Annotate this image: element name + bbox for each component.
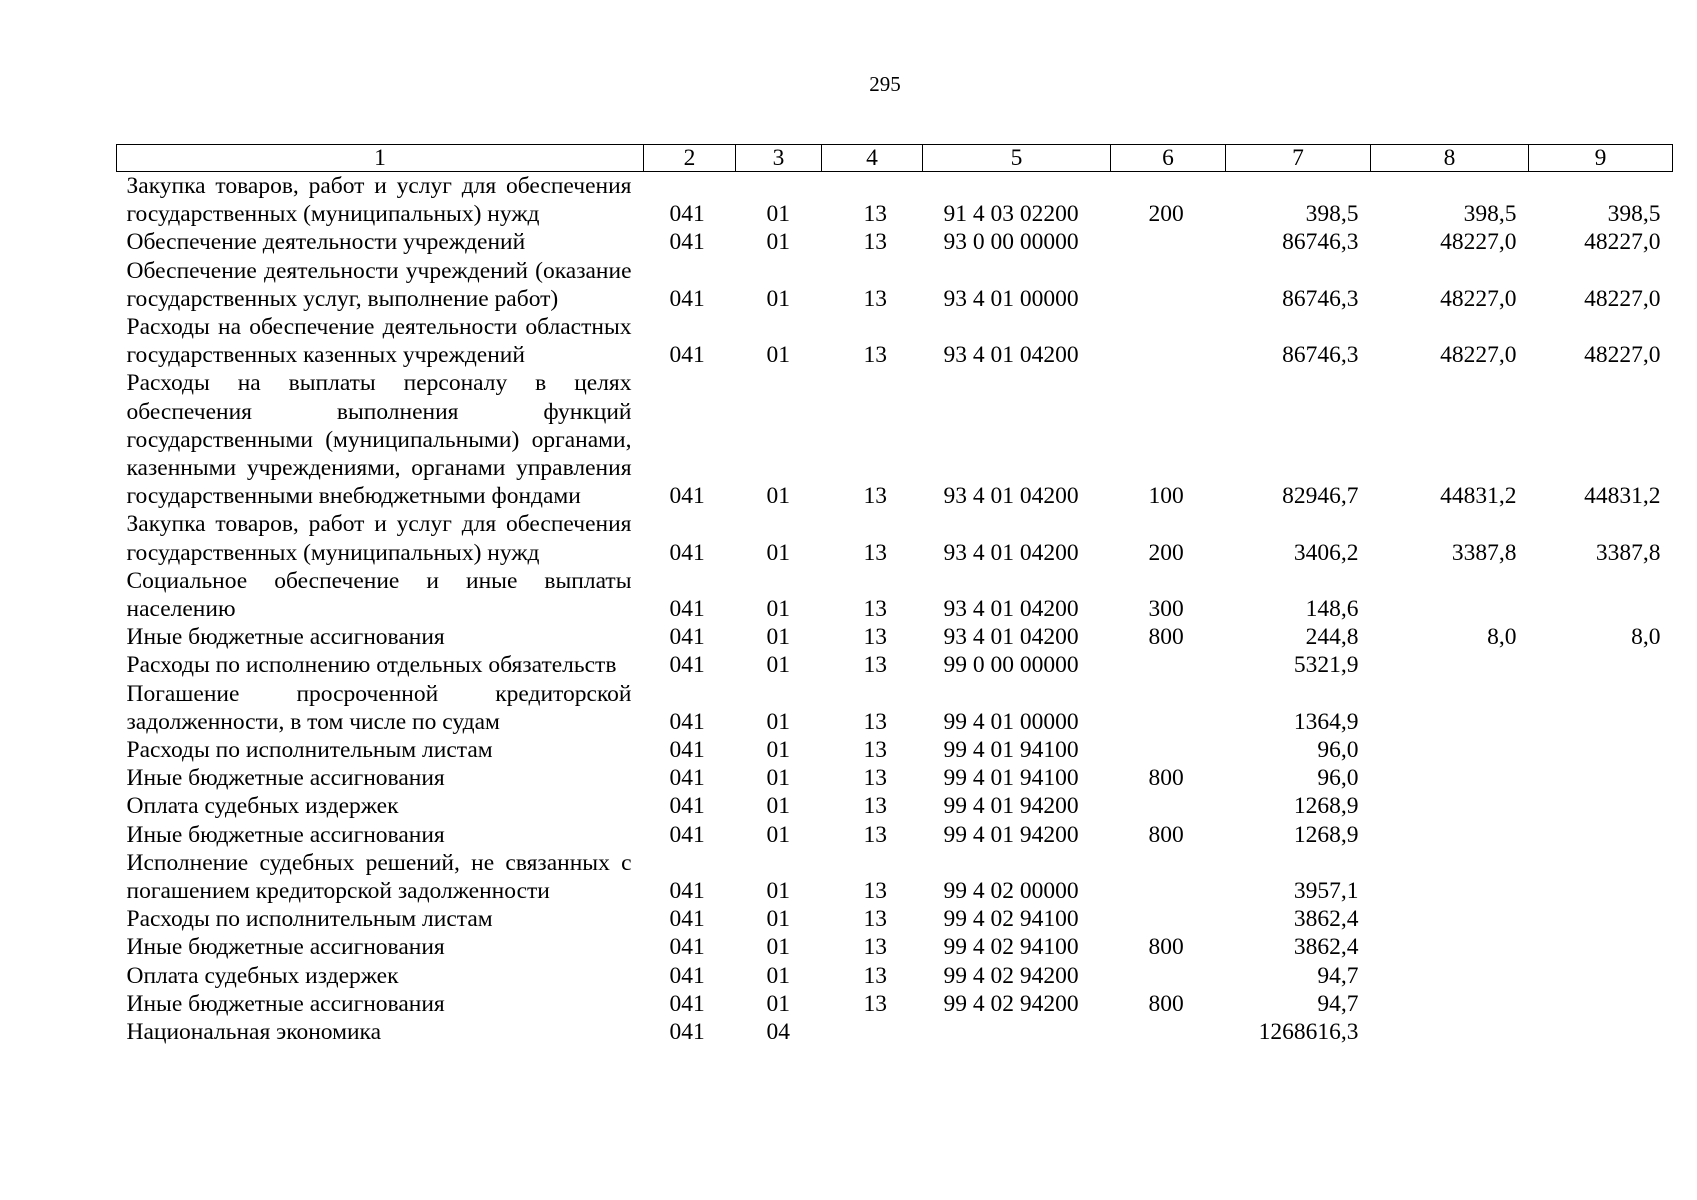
subsection-code: 13 [863, 934, 887, 961]
grbs-code: 041 [669, 285, 705, 312]
amount-col9 [1529, 736, 1673, 764]
target-article-code: 99 4 02 94200 [943, 990, 1079, 1017]
table-row [117, 990, 1673, 1018]
expense-type-code [1111, 228, 1226, 256]
table-row [117, 792, 1673, 820]
amount-col7: 86746,3 [1282, 342, 1359, 369]
target-article-code: 93 4 01 04200 [943, 342, 1079, 369]
column-header: 2 [644, 145, 736, 172]
amount-col7: 3957,1 [1293, 878, 1359, 905]
target-article-code: 99 4 01 94200 [943, 793, 1079, 820]
section-code: 01 [766, 342, 790, 369]
amount-col8 [1371, 849, 1529, 905]
target-article-code: 99 4 01 00000 [943, 708, 1079, 735]
target-article-code: 99 4 01 94100 [943, 737, 1079, 764]
section-code: 01 [766, 229, 790, 256]
table-row [117, 651, 1673, 679]
item-name: Иные бюджетные ассигнования [126, 624, 445, 651]
amount-col7: 3862,4 [1293, 906, 1359, 933]
item-name: Иные бюджетные ассигнования [126, 934, 445, 961]
subsection-code: 13 [863, 652, 887, 679]
grbs-code: 041 [669, 229, 705, 256]
amount-col7: 398,5 [1305, 201, 1359, 228]
grbs-code: 041 [669, 793, 705, 820]
subsection-code: 13 [863, 737, 887, 764]
target-article-code: 99 4 02 94100 [943, 934, 1079, 961]
target-article-code: 93 4 01 04200 [943, 624, 1079, 651]
table-row [117, 905, 1673, 933]
table-row [117, 313, 1673, 369]
amount-col9: 48227,0 [1584, 229, 1661, 256]
section-code: 01 [766, 596, 790, 623]
expense-type-code [1111, 257, 1226, 313]
expense-type-code [1111, 1018, 1226, 1046]
section-code: 01 [766, 285, 790, 312]
column-header: 9 [1529, 145, 1673, 172]
item-name: Оплата судебных издержек [126, 793, 399, 820]
expense-type-code: 800 [1148, 934, 1184, 961]
amount-col8 [1371, 821, 1529, 849]
table-row [117, 933, 1673, 961]
item-name: Расходы по исполнительным листам [126, 737, 493, 764]
amount-col7: 1268,9 [1293, 821, 1359, 848]
grbs-code: 041 [669, 962, 705, 989]
subsection-code: 13 [863, 285, 887, 312]
amount-col9 [1529, 764, 1673, 792]
grbs-code: 041 [669, 596, 705, 623]
section-code: 01 [766, 652, 790, 679]
expense-type-code [1111, 905, 1226, 933]
section-code: 01 [766, 990, 790, 1017]
item-name: Обеспечение деятельности учреждений (оказание государственных услуг, выполнение работ) [126, 257, 632, 312]
grbs-code: 041 [669, 821, 705, 848]
section-code: 01 [766, 962, 790, 989]
amount-col8: 48227,0 [1440, 285, 1517, 312]
amount-col9 [1529, 792, 1673, 820]
amount-col8: 8,0 [1487, 624, 1517, 651]
amount-col7: 86746,3 [1282, 285, 1359, 312]
table-row [117, 510, 1673, 566]
expense-type-code: 800 [1148, 821, 1184, 848]
amount-col7: 86746,3 [1282, 229, 1359, 256]
table-row [117, 172, 1673, 229]
amount-col8 [1371, 792, 1529, 820]
target-article-code: 99 4 02 94200 [943, 962, 1079, 989]
target-article-code: 99 4 01 94100 [943, 765, 1079, 792]
amount-col9: 398,5 [1607, 201, 1661, 228]
amount-col9: 8,0 [1631, 624, 1661, 651]
grbs-code: 041 [669, 483, 705, 510]
item-name: Расходы по исполнительным листам [126, 906, 493, 933]
amount-col7: 82946,7 [1282, 483, 1359, 510]
amount-col9 [1529, 933, 1673, 961]
grbs-code: 041 [669, 539, 705, 566]
amount-col7: 1364,9 [1293, 708, 1359, 735]
amount-col7: 94,7 [1317, 990, 1359, 1017]
grbs-code: 041 [669, 737, 705, 764]
table-row [117, 1018, 1673, 1046]
subsection-code: 13 [863, 962, 887, 989]
section-code: 01 [766, 737, 790, 764]
subsection-code: 13 [863, 596, 887, 623]
section-code: 01 [766, 708, 790, 735]
expense-type-code [1111, 962, 1226, 990]
amount-col7: 148,6 [1305, 596, 1359, 623]
section-code: 01 [766, 624, 790, 651]
item-name: Иные бюджетные ассигнования [126, 765, 445, 792]
amount-col9 [1529, 849, 1673, 905]
subsection-code: 13 [863, 793, 887, 820]
table-row [117, 567, 1673, 623]
section-code: 01 [766, 539, 790, 566]
table-body [117, 172, 1673, 1047]
grbs-code: 041 [669, 708, 705, 735]
item-name: Иные бюджетные ассигнования [126, 821, 445, 848]
amount-col9: 48227,0 [1584, 285, 1661, 312]
budget-table [116, 144, 1673, 1046]
amount-col8 [1371, 736, 1529, 764]
page-number: 295 [869, 72, 901, 96]
amount-col8 [1371, 1018, 1529, 1046]
expense-type-code [1111, 849, 1226, 905]
amount-col8: 44831,2 [1440, 483, 1517, 510]
grbs-code: 041 [669, 342, 705, 369]
target-article-code: 93 4 01 04200 [943, 539, 1079, 566]
item-name: Погашение просроченной кредиторской задолженности, в том числе по судам [126, 680, 632, 735]
expense-type-code: 800 [1148, 624, 1184, 651]
grbs-code: 041 [669, 624, 705, 651]
item-name: Расходы по исполнению отдельных обязательств [126, 652, 617, 679]
amount-col9: 3387,8 [1595, 539, 1661, 566]
target-article-code [923, 1018, 1111, 1046]
target-article-code: 93 4 01 00000 [943, 285, 1079, 312]
grbs-code: 041 [669, 765, 705, 792]
column-header: 8 [1371, 145, 1529, 172]
amount-col8: 3387,8 [1451, 539, 1517, 566]
amount-col8: 398,5 [1463, 201, 1517, 228]
amount-col8: 48227,0 [1440, 342, 1517, 369]
amount-col9 [1529, 1018, 1673, 1046]
column-header: 7 [1226, 145, 1371, 172]
target-article-code: 91 4 03 02200 [943, 201, 1079, 228]
target-article-code: 93 0 00 00000 [943, 229, 1079, 256]
amount-col9 [1529, 990, 1673, 1018]
table-row [117, 849, 1673, 905]
amount-col7: 3406,2 [1293, 539, 1359, 566]
column-header: 6 [1111, 145, 1226, 172]
amount-col7: 244,8 [1305, 624, 1359, 651]
section-code: 01 [766, 793, 790, 820]
item-name: Расходы на обеспечение деятельности областных государственных казенных учреждений [126, 314, 632, 369]
amount-col7: 5321,9 [1293, 652, 1359, 679]
amount-col7: 96,0 [1317, 765, 1359, 792]
amount-col8 [1371, 764, 1529, 792]
subsection-code: 13 [863, 990, 887, 1017]
amount-col8 [1371, 567, 1529, 623]
section-code: 01 [766, 765, 790, 792]
expense-type-code: 200 [1148, 539, 1184, 566]
expense-type-code: 100 [1148, 483, 1184, 510]
amount-col9 [1529, 651, 1673, 679]
item-name: Закупка товаров, работ и услуг для обеспечения государственных (муниципальных) нужд [126, 173, 632, 228]
amount-col9: 44831,2 [1584, 483, 1661, 510]
amount-col8 [1371, 990, 1529, 1018]
amount-col8 [1371, 933, 1529, 961]
amount-col9 [1529, 962, 1673, 990]
expense-type-code: 200 [1148, 201, 1184, 228]
target-article-code: 93 4 01 04200 [943, 596, 1079, 623]
section-code: 01 [766, 201, 790, 228]
amount-col7: 96,0 [1317, 737, 1359, 764]
item-name: Закупка товаров, работ и услуг для обеспечения государственных (муниципальных) нужд [126, 511, 632, 566]
grbs-code: 041 [669, 878, 705, 905]
section-code: 01 [766, 906, 790, 933]
table-row [117, 623, 1673, 651]
item-name: Иные бюджетные ассигнования [126, 990, 445, 1017]
expense-type-code: 800 [1148, 765, 1184, 792]
table-row [117, 228, 1673, 256]
grbs-code: 041 [669, 1019, 705, 1046]
expense-type-code [1111, 313, 1226, 369]
target-article-code: 99 4 01 94200 [943, 821, 1079, 848]
item-name: Оплата судебных издержек [126, 962, 399, 989]
item-name: Национальная экономика [126, 1019, 382, 1046]
column-header: 3 [736, 145, 822, 172]
table-row [117, 680, 1673, 736]
grbs-code: 041 [669, 652, 705, 679]
target-article-code: 93 4 01 04200 [943, 483, 1079, 510]
grbs-code: 041 [669, 990, 705, 1017]
target-article-code: 99 4 02 94100 [943, 906, 1079, 933]
subsection-code: 13 [863, 539, 887, 566]
section-code: 01 [766, 934, 790, 961]
expense-type-code [1111, 792, 1226, 820]
section-code: 01 [766, 821, 790, 848]
expense-type-code: 800 [1148, 990, 1184, 1017]
amount-col8 [1371, 651, 1529, 679]
column-header: 1 [117, 145, 644, 172]
amount-col7: 1268616,3 [1258, 1019, 1359, 1046]
table-row [117, 764, 1673, 792]
amount-col9: 48227,0 [1584, 342, 1661, 369]
table-row [117, 369, 1673, 510]
grbs-code: 041 [669, 201, 705, 228]
target-article-code: 99 0 00 00000 [943, 652, 1079, 679]
section-code: 01 [766, 878, 790, 905]
expense-type-code [1111, 680, 1226, 736]
table-row [117, 821, 1673, 849]
amount-col8 [1371, 962, 1529, 990]
item-name: Социальное обеспечение и иные выплаты населению [126, 567, 632, 623]
target-article-code: 99 4 02 00000 [943, 878, 1079, 905]
subsection-code: 13 [863, 765, 887, 792]
section-code: 04 [766, 1019, 790, 1046]
subsection-code: 13 [863, 229, 887, 256]
amount-col7: 3862,4 [1293, 934, 1359, 961]
subsection-code: 13 [863, 201, 887, 228]
subsection-code: 13 [863, 483, 887, 510]
amount-col8 [1371, 905, 1529, 933]
expense-type-code [1111, 651, 1226, 679]
amount-col8: 48227,0 [1440, 229, 1517, 256]
subsection-code [822, 1018, 923, 1046]
amount-col9 [1529, 905, 1673, 933]
column-header: 4 [822, 145, 923, 172]
expense-type-code [1111, 736, 1226, 764]
amount-col9 [1529, 821, 1673, 849]
table-row [117, 257, 1673, 313]
subsection-code: 13 [863, 708, 887, 735]
subsection-code: 13 [863, 878, 887, 905]
subsection-code: 13 [863, 342, 887, 369]
column-header: 5 [923, 145, 1111, 172]
item-name: Обеспечение деятельности учреждений [126, 229, 526, 256]
amount-col9 [1529, 680, 1673, 736]
subsection-code: 13 [863, 906, 887, 933]
amount-col9 [1529, 567, 1673, 623]
amount-col8 [1371, 680, 1529, 736]
section-code: 01 [766, 483, 790, 510]
grbs-code: 041 [669, 934, 705, 961]
subsection-code: 13 [863, 624, 887, 651]
amount-col7: 94,7 [1317, 962, 1359, 989]
amount-col7: 1268,9 [1293, 793, 1359, 820]
expense-type-code: 300 [1148, 596, 1184, 623]
header-row [117, 145, 1673, 172]
table-row [117, 736, 1673, 764]
item-name: Исполнение судебных решений, не связанных с погашением кредиторской задолженности [126, 849, 632, 905]
grbs-code: 041 [669, 906, 705, 933]
subsection-code: 13 [863, 821, 887, 848]
item-name: Расходы на выплаты персоналу в целях обеспечения выполнения функций государственными (муниципальными) органами, казенными учреждениями, органами управления государственными внебюджетными фондами [126, 370, 632, 510]
table-row [117, 962, 1673, 990]
